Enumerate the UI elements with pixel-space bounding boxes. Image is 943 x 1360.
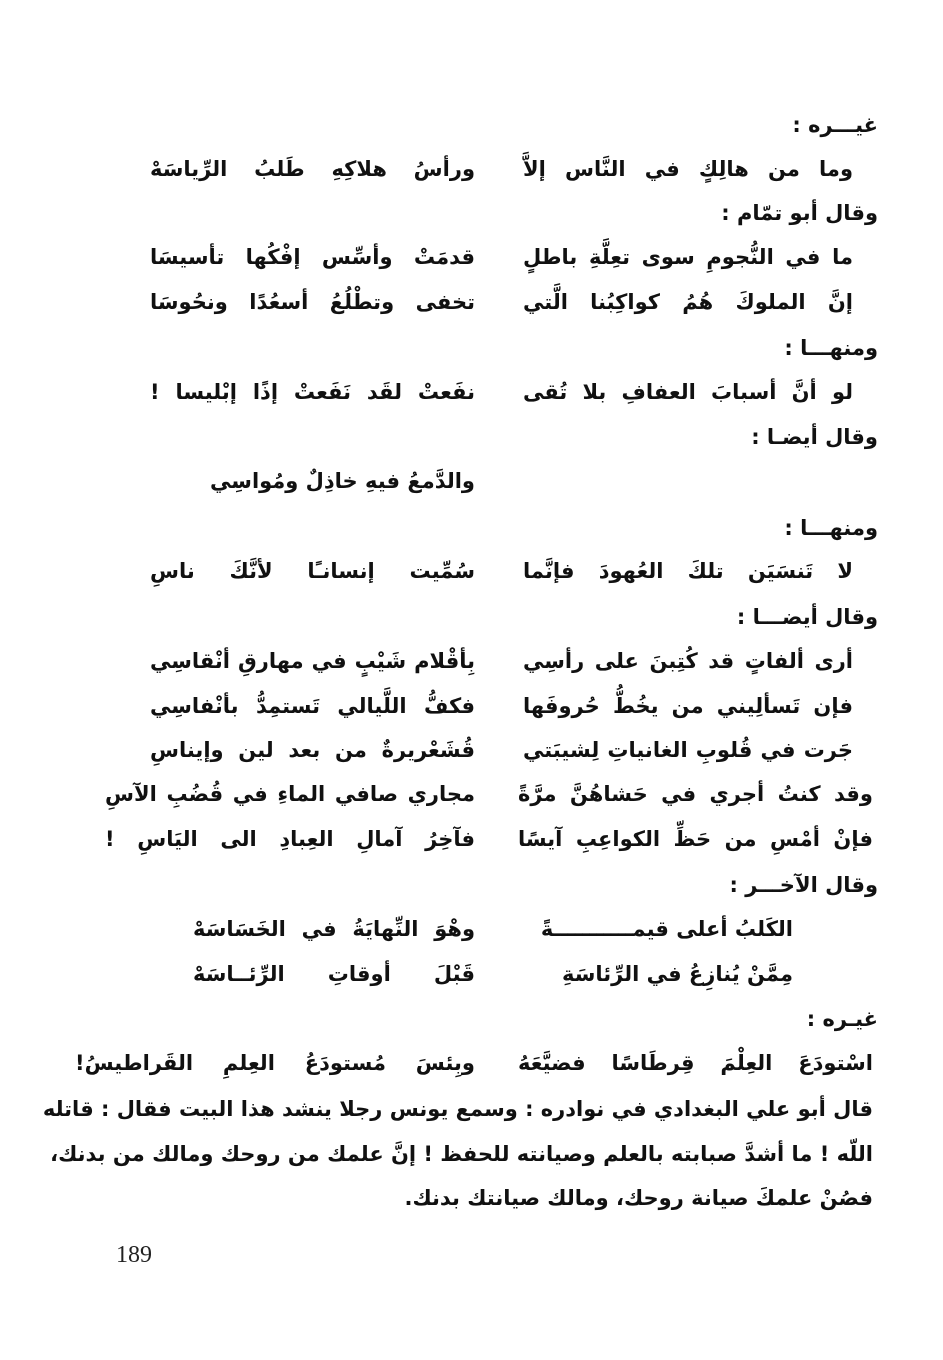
verse-second-hemistich: وبِئسَ مُستودَعُ العِلمِ القَراطيسُ!	[75, 1051, 475, 1075]
verse-first-hemistich: مِمَّنْ يُنازِعُ في الرِّئاسَةِ	[562, 962, 793, 986]
prose-line: قال أبو علي البغدادي في نوادره : وسمع يونس رجلا ينشد هذا البيت فقال : قاتله	[42, 1097, 873, 1121]
verse-second-hemistich: وهْوَ النِّهايَةُ في الخَسَاسَهْ	[193, 917, 475, 941]
verse-first-hemistich: إنَّ الملوكَ هُمُ كواكِبُنا الَّتي	[523, 290, 853, 314]
verse-second-hemistich: تخفى وتطْلُعُ أسعُدًا ونحُوسَا	[150, 290, 475, 314]
verse-second-hemistich: والدَّمعُ فيهِ خاذِلٌ ومُواسِي	[210, 469, 475, 493]
verse-first-hemistich: جَرت في قُلوبِ الغانياتِ لِشيبَتي	[523, 738, 853, 762]
verse-first-hemistich: الكَلبُ أعلى قيمـــــــــــةً	[540, 917, 793, 941]
verse-second-hemistich: قُشَعْريرةٌ من بعد لين وإيناسِ	[150, 738, 475, 762]
section-heading: ومنهـــا :	[784, 516, 878, 540]
section-heading: وقال الآخـــر :	[729, 873, 878, 897]
verse-first-hemistich: وما من هالِكٍ في النَّاس إلاَّ	[523, 157, 853, 181]
verse-second-hemistich: قَبْلَ أوقاتِ الرِّئــاسَهْ	[193, 962, 475, 986]
section-heading: وقال أيضـا :	[751, 425, 878, 449]
verse-second-hemistich: مجاري صافي الماءِ في قُضُبِ الآسِ	[105, 782, 475, 806]
verse-second-hemistich: فآخِرُ آمالِ العِبادِ الى اليَاسِ !	[105, 827, 475, 851]
prose-line: اللّه ! ما أشدَّ صبابته بالعلم وصيانته للحفظ ! إنَّ علمك من روحك ومالك من بدنك،	[50, 1142, 873, 1166]
verse-first-hemistich: لا تَنسَيَن تلكَ العُهودَ فإنَّما	[523, 559, 853, 583]
verse-first-hemistich: وقد كنتُ أجري في حَشاهُنَّ مرَّةً	[518, 782, 873, 806]
verse-first-hemistich: أرى ألفاتٍ قد كُتِبنَ على رأسِي	[523, 649, 853, 673]
verse-first-hemistich: اسْتودَعَ العِلْمَ قِرطَاسًا فضيَّعَهُ	[518, 1051, 873, 1075]
prose-line: فصُنْ علمكَ صيانة روحك، ومالك صيانتك بدنك.	[404, 1186, 873, 1210]
section-heading: وقال أيضـــا :	[736, 605, 878, 629]
verse-second-hemistich: قدمَتْ وأسِّس إفْكُها تأسيسَا	[150, 245, 475, 269]
verse-first-hemistich: فإنْ أمْسِ من حَظِّ الكواعِبِ آيسًا	[518, 827, 873, 851]
verse-first-hemistich: ما في النُّجومِ سوى تعِلَّةِ باطلٍ	[523, 245, 853, 269]
section-heading: غيـره :	[806, 1007, 878, 1031]
section-heading: ومنهـــا :	[784, 336, 878, 360]
verse-first-hemistich: فإن تَسألِيني من يخُطُّ حُروفَها	[523, 694, 853, 718]
verse-second-hemistich: سُمِّيت إنسانـًا لأنَّكَ ناسِ	[150, 559, 475, 583]
section-heading: غيـــره :	[792, 113, 878, 137]
verse-second-hemistich: ورأسُ هلاكِهِ طَلبُ الرِّياسَهْ	[150, 157, 475, 181]
section-heading: وقال أبو تمّام :	[721, 201, 878, 225]
verse-first-hemistich: لو أنَّ أسبابَ العفافِ بلا تُقى	[523, 380, 853, 404]
verse-second-hemistich: فكفُّ اللَّيالي تَستمِدُّ بأنْفاسِي	[150, 694, 475, 718]
verse-second-hemistich: بِأقْلام شَيْبٍ في مهارقِ أنْقاسِي	[150, 649, 475, 673]
page-number: 189	[116, 1242, 152, 1268]
verse-second-hemistich: نفَعتْ لقَد نَفَعتْ إذًا إبْليسا !	[150, 380, 475, 404]
